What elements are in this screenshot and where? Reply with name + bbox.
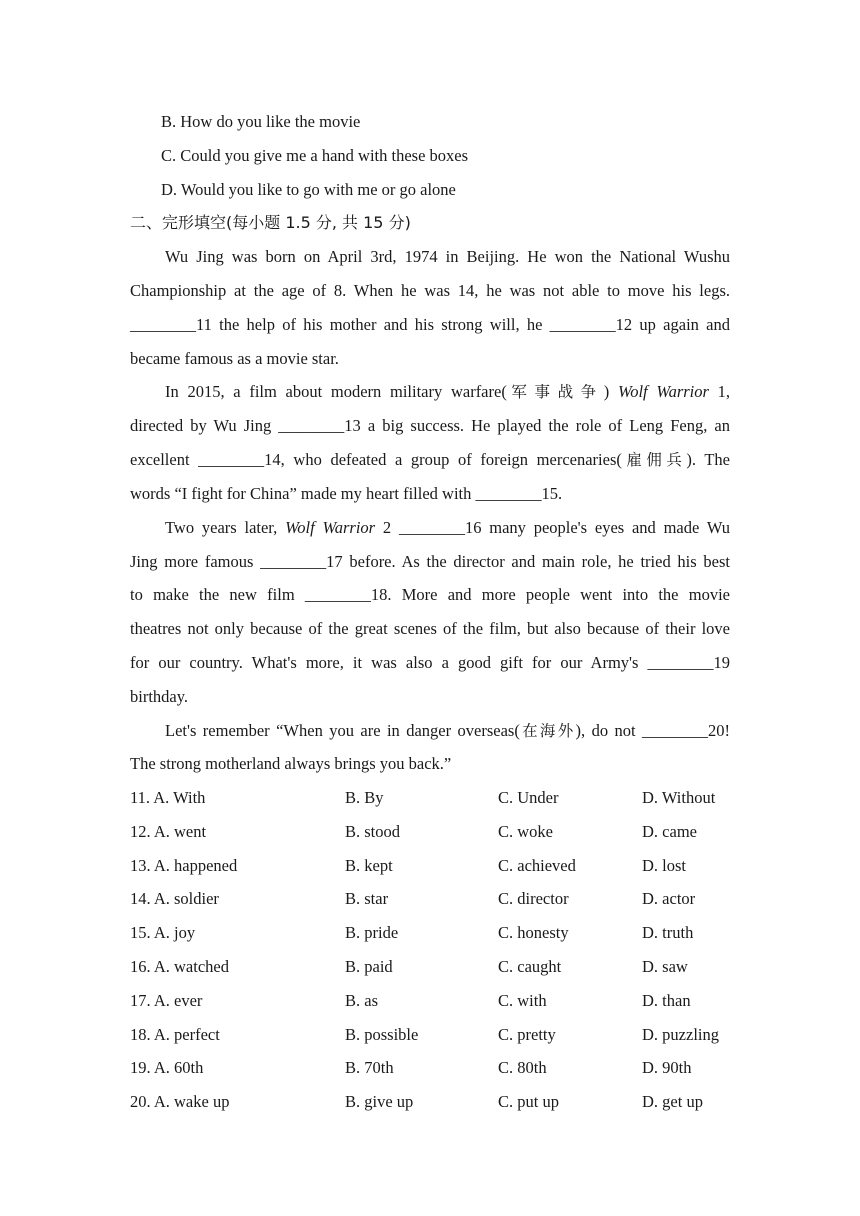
film-title: Wolf Warrior xyxy=(617,382,709,401)
question-14-option-a: 14. A. soldier xyxy=(130,889,219,908)
question-12-option-c: C. woke xyxy=(498,822,553,841)
question-19-option-d: D. 90th xyxy=(642,1058,692,1077)
prev-option-c: C. Could you give me a hand with these boxes xyxy=(161,146,469,165)
passage-line: birthday. xyxy=(130,687,189,706)
passage-line: became famous as a movie star. xyxy=(130,349,339,368)
question-11-option-c: C. Under xyxy=(498,788,559,807)
question-13-option-c: C. achieved xyxy=(498,856,576,875)
chinese-gloss: 军事战争 xyxy=(506,383,604,401)
passage-line: for our country. What's more, it was also a good gift for our Army's ________19 xyxy=(130,653,730,672)
passage-line: ________11 the help of his mother and his strong will, he ________12 up again and xyxy=(130,315,730,334)
passage-line: Wu Jing was born on April 3rd, 1974 in Beijing. He won the National Wushu xyxy=(165,247,730,266)
question-16-option-a: 16. A. watched xyxy=(130,957,229,976)
question-13-option-d: D. lost xyxy=(642,856,687,875)
question-19-option-b: B. 70th xyxy=(345,1058,394,1077)
passage-line: theatres not only because of the great scenes of the film, but also because of their love xyxy=(130,619,730,638)
passage-line: The strong motherland always brings you back.” xyxy=(130,754,452,773)
passage-line: directed by Wu Jing ________13 a big success. He played the role of Leng Feng, an xyxy=(130,416,730,435)
question-11-option-d: D. Without xyxy=(642,788,716,807)
question-15-option-c: C. honesty xyxy=(498,923,569,942)
question-16-option-d: D. saw xyxy=(642,957,688,976)
passage-line: Let's remember “When you are in danger overseas(在海外), do not ________20! xyxy=(165,721,730,740)
question-14-option-b: B. star xyxy=(345,889,389,908)
question-17-option-d: D. than xyxy=(642,991,691,1010)
question-17-option-a: 17. A. ever xyxy=(130,991,203,1010)
question-16-option-c: C. caught xyxy=(498,957,562,976)
passage-line: Jing more famous ________17 before. As the director and main role, he tried his best xyxy=(130,552,730,571)
film-title: Wolf Warrior xyxy=(285,518,376,537)
question-15-option-d: D. truth xyxy=(642,923,694,942)
question-12-option-a: 12. A. went xyxy=(130,822,207,841)
passage-line: words “I fight for China” made my heart filled with ________15. xyxy=(130,484,563,503)
question-11-option-b: B. By xyxy=(345,788,384,807)
question-17-option-c: C. with xyxy=(498,991,547,1010)
question-20-option-a: 20. A. wake up xyxy=(130,1092,230,1111)
question-14-option-c: C. director xyxy=(498,889,569,908)
question-18-option-b: B. possible xyxy=(345,1025,419,1044)
question-19-option-c: C. 80th xyxy=(498,1058,547,1077)
question-12-option-d: D. came xyxy=(642,822,697,841)
question-18-option-c: C. pretty xyxy=(498,1025,556,1044)
question-20-option-c: C. put up xyxy=(498,1092,559,1111)
prev-option-d: D. Would you like to go with me or go alone xyxy=(161,180,456,199)
passage-line: excellent ________14, who defeated a group of foreign mercenaries(雇佣兵). The xyxy=(130,450,730,469)
prev-option-b: B. How do you like the movie xyxy=(161,112,361,131)
question-12-option-b: B. stood xyxy=(345,822,401,841)
passage-line: to make the new film ________18. More and more people went into the movie xyxy=(130,585,730,604)
question-19-option-a: 19. A. 60th xyxy=(130,1058,204,1077)
passage-line: Two years later, Wolf Warrior 2 ________16 many people's eyes and made Wu xyxy=(165,518,730,537)
question-16-option-b: B. paid xyxy=(345,957,393,976)
question-17-option-b: B. as xyxy=(345,991,378,1010)
question-11-option-a: 11. A. With xyxy=(130,788,206,807)
question-15-option-a: 15. A. joy xyxy=(130,923,196,942)
passage-line: In 2015, a film about modern military warfare(军事战争) Wolf Warrior 1, xyxy=(165,382,731,401)
chinese-gloss: 雇佣兵 xyxy=(621,451,687,469)
question-20-option-b: B. give up xyxy=(345,1092,414,1111)
section-heading: 二、完形填空(每小题 1.5 分, 共 15 分) xyxy=(130,213,411,232)
question-20-option-d: D. get up xyxy=(642,1092,703,1111)
chinese-gloss: 在海外 xyxy=(519,722,576,740)
question-13-option-a: 13. A. happened xyxy=(130,856,238,875)
question-13-option-b: B. kept xyxy=(345,856,393,875)
passage-line: Championship at the age of 8. When he was 14, he was not able to move his legs. xyxy=(130,281,730,300)
question-15-option-b: B. pride xyxy=(345,923,399,942)
question-18-option-d: D. puzzling xyxy=(642,1025,719,1044)
question-14-option-d: D. actor xyxy=(642,889,696,908)
question-18-option-a: 18. A. perfect xyxy=(130,1025,220,1044)
